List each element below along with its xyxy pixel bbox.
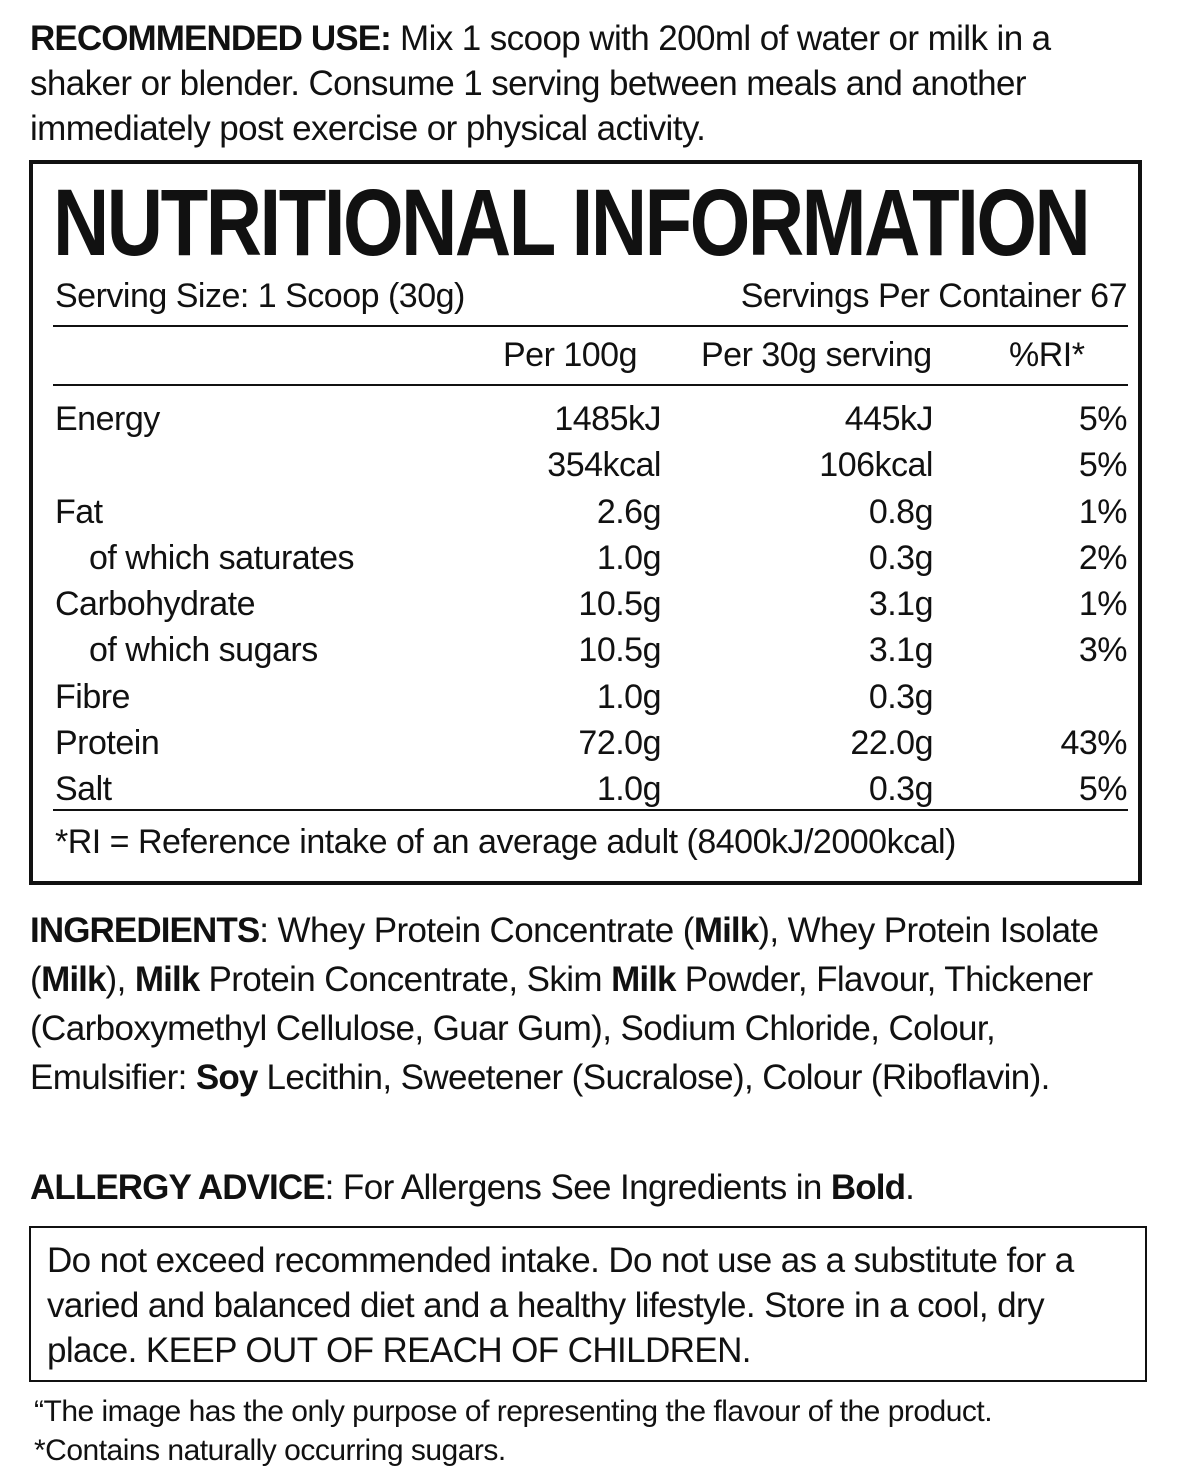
ingredient-allergen: Soy	[195, 1058, 258, 1097]
column-header-ri: %RI*	[1009, 336, 1085, 374]
table-row	[55, 766, 1127, 812]
warning-text: Do not exceed recommended intake. Do not use as a substitute for a varied and balanced diet and a healthy lifestyle. Store in a cool, dry place. KEEP OUT OF REACH OF CHILDREN.	[47, 1241, 1074, 1370]
value-per30g: 3.1g	[868, 631, 933, 670]
value-per30g: 106kcal	[819, 446, 933, 485]
ingredient-allergen: Milk	[41, 960, 106, 999]
recommended-use-heading: RECOMMENDED USE:	[30, 19, 391, 58]
value-ri: 2%	[1078, 538, 1127, 577]
nutrient-label: of which sugars	[89, 631, 318, 670]
ingredient-segment: Protein Concentrate, Skim	[199, 960, 612, 999]
nutrient-label: Carbohydrate	[55, 585, 256, 624]
value-per30g: 445kJ	[844, 400, 933, 438]
value-per30g: 3.1g	[868, 585, 933, 624]
ingredients-heading: INGREDIENTS	[30, 911, 260, 950]
divider-bottom	[53, 809, 1128, 811]
allergy-end: .	[905, 1168, 915, 1207]
nutrient-label: Fibre	[55, 677, 130, 716]
allergy-advice	[30, 1164, 1155, 1212]
nutrient-label: Protein	[55, 724, 160, 763]
value-ri: 5%	[1078, 446, 1127, 485]
recommended-use	[30, 16, 1150, 151]
nutrition-title: NUTRITIONAL INFORMATION	[53, 170, 1089, 276]
column-header-per30g: Per 30g serving	[701, 336, 932, 374]
footnote-sugars: *Contains naturally occurring sugars.	[34, 1434, 506, 1467]
value-ri: 1%	[1078, 492, 1127, 531]
ri-note: *RI = Reference intake of an average adult (8400kJ/2000kcal)	[55, 823, 956, 861]
nutrition-rows	[55, 396, 1127, 813]
value-per100g: 1.0g	[596, 677, 661, 716]
value-per100g: 1.0g	[596, 538, 661, 577]
ingredient-segment: Lecithin, Sweetener (Sucralose), Colour (Riboflavin).	[257, 1058, 1050, 1097]
table-row	[55, 581, 1127, 627]
table-row	[55, 396, 1127, 442]
value-per100g: 1485kJ	[554, 400, 661, 438]
value-ri: 1%	[1078, 585, 1127, 624]
ingredient-allergen: Milk	[134, 960, 200, 999]
value-ri: 3%	[1078, 631, 1127, 670]
value-per100g: 10.5g	[578, 631, 661, 670]
ingredient-allergen: Milk	[693, 911, 759, 950]
ingredient-allergen: Milk	[611, 960, 676, 999]
value-ri: 5%	[1078, 770, 1127, 809]
warning-box	[29, 1226, 1147, 1382]
table-row	[55, 627, 1127, 673]
value-per30g: 0.3g	[868, 677, 933, 716]
value-per100g: 10.5g	[578, 585, 661, 624]
ingredient-segment: ),	[105, 960, 135, 999]
nutrient-label: Salt	[55, 770, 112, 809]
allergy-heading: ALLERGY ADVICE	[30, 1168, 325, 1207]
value-per30g: 0.8g	[868, 492, 933, 531]
table-row	[55, 489, 1127, 535]
value-ri: 43%	[1060, 724, 1127, 763]
table-row	[55, 674, 1127, 720]
divider-header	[53, 384, 1128, 386]
table-row	[55, 535, 1127, 581]
value-per100g: 1.0g	[596, 770, 661, 809]
nutrient-label: of which saturates	[89, 538, 355, 577]
allergy-bold-word: Bold	[830, 1168, 906, 1207]
nutrient-label: Energy	[55, 400, 160, 438]
nutrition-panel	[29, 160, 1142, 885]
allergy-text: : For Allergens See Ingredients in	[324, 1168, 831, 1207]
footnote-image: “The image has the only purpose of representing the flavour of the product.	[34, 1395, 993, 1428]
value-ri: 5%	[1078, 400, 1127, 438]
serving-info	[55, 274, 1127, 318]
serving-size: Serving Size: 1 Scoop (30g)	[55, 277, 465, 315]
ingredient-segment: ), Whey Protein Isolate (	[30, 911, 1099, 999]
value-per100g: 354kcal	[547, 446, 661, 485]
servings-per-container: Servings Per Container 67	[740, 277, 1127, 315]
ingredient-segment: Powder, Flavour, Thickener (Carboxymethyl Cellulose, Guar Gum), Sodium Chloride, Colour, Emulsifier:	[30, 960, 1093, 1097]
column-header-per100g: Per 100g	[503, 336, 637, 374]
divider-top	[53, 325, 1128, 327]
value-per30g: 0.3g	[868, 770, 933, 809]
ingredients	[30, 906, 1155, 1102]
table-row	[55, 720, 1127, 766]
footnotes	[34, 1392, 1154, 1470]
value-per30g: 0.3g	[868, 538, 933, 577]
table-row	[55, 442, 1127, 488]
value-per30g: 22.0g	[850, 724, 933, 763]
value-per100g: 2.6g	[596, 492, 661, 531]
ingredient-segment: : Whey Protein Concentrate (	[259, 911, 694, 950]
value-per100g: 72.0g	[578, 724, 661, 763]
nutrient-label: Fat	[55, 492, 103, 531]
recommended-use-text: Mix 1 scoop with 200ml of water or milk in a shaker or blender. Consume 1 serving between meals and another immediately post exercise or physical activity.	[30, 19, 1051, 148]
